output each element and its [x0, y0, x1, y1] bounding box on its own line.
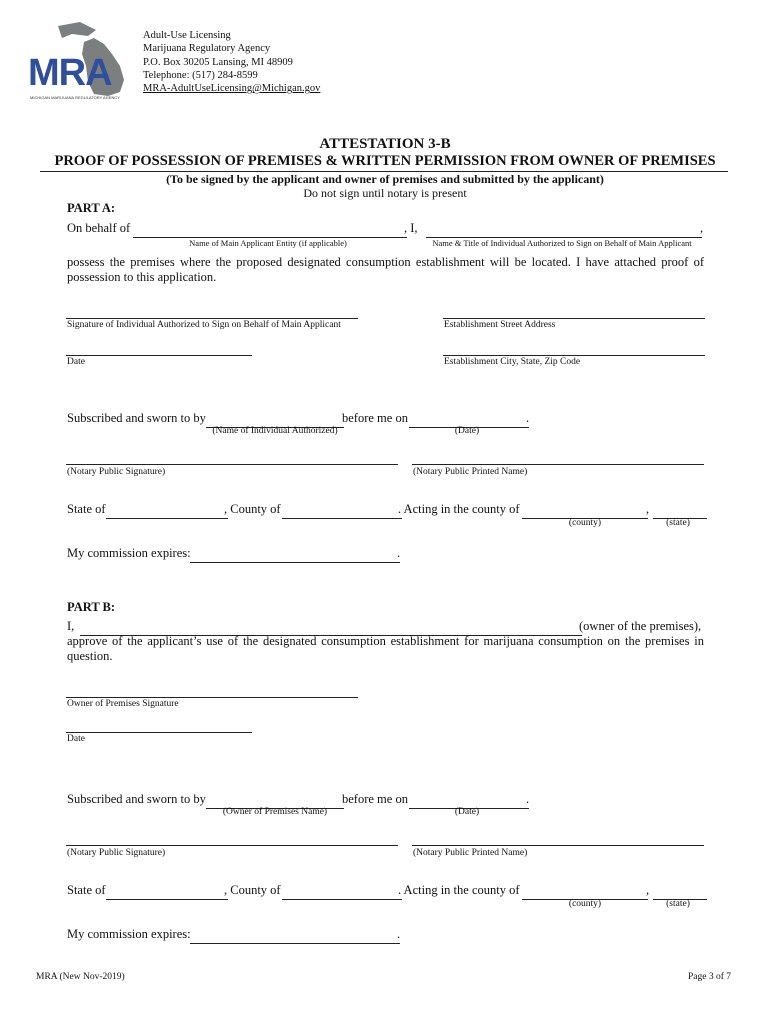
page-title: ATTESTATION 3-B	[319, 136, 451, 152]
state-input[interactable]	[106, 502, 228, 519]
address-line: Telephone: (517) 284-8599	[143, 69, 258, 81]
acting-state-input[interactable]	[653, 883, 707, 900]
possession-statement: possess the premises where the proposed designated consumption establishment will be located. I have attached proof of possession to this application.	[67, 255, 704, 284]
state-caption: (state)	[666, 518, 690, 528]
entity-caption: Name of Main Applicant Entity (if applicable)	[189, 238, 347, 248]
owner-of-premises-label: (owner of the premises),	[579, 619, 702, 633]
acting-label: . Acting in the county of	[398, 502, 520, 516]
notary-warning: Do not sign until notary is present	[303, 186, 467, 200]
approval-statement: approve of the applicant’s use of the designated consumption establishment for marijuana consumption on the premises in question.	[67, 634, 704, 663]
main-applicant-entity-input[interactable]	[133, 221, 407, 238]
notary-name-caption: (Notary Public Printed Name)	[413, 848, 528, 858]
acting-county-input[interactable]	[522, 502, 648, 519]
comma: ,	[646, 502, 650, 516]
period: .	[397, 927, 401, 941]
on-behalf-of-label: On behalf of	[67, 221, 131, 235]
commission-expires-input[interactable]	[190, 546, 400, 563]
agency-address	[143, 29, 320, 95]
commission-label: My commission expires:	[67, 546, 191, 560]
notary-signature-caption: (Notary Public Signature)	[67, 848, 166, 858]
date-paren-caption: (Date)	[454, 426, 480, 436]
before-me-on-label: before me on	[342, 792, 408, 806]
notary-signature-caption: (Notary Public Signature)	[67, 467, 166, 477]
period: .	[397, 546, 401, 560]
subscribed-label: Subscribed and sworn to by	[67, 411, 206, 425]
state-of-label: State of	[67, 502, 106, 516]
instruction-line: (To be signed by the applicant and owner of premises and submitted by the applicant)	[166, 172, 604, 186]
mra-logo	[28, 20, 132, 104]
i-label: I,	[67, 619, 75, 633]
commission-label: My commission expires:	[67, 927, 191, 941]
i-label: , I,	[404, 221, 418, 235]
state-of-label: State of	[67, 883, 106, 897]
county-of-label: , County of	[224, 883, 281, 897]
date-paren-caption: (Date)	[454, 807, 480, 817]
subscribed-label: Subscribed and sworn to by	[67, 792, 206, 806]
comma: ,	[646, 883, 650, 897]
state-caption: (state)	[666, 899, 690, 909]
acting-county-input[interactable]	[522, 883, 648, 900]
signature-caption: Signature of Individual Authorized to Sign on Behalf of Main Applicant	[67, 320, 341, 330]
address-line: Marijuana Regulatory Agency	[143, 43, 271, 55]
county-of-label: , County of	[224, 502, 281, 516]
page-subtitle: PROOF OF POSSESSION OF PREMISES & WRITTEN PERMISSION FROM OWNER OF PREMISES	[54, 153, 716, 169]
city-caption: Establishment City, State, Zip Code	[444, 357, 581, 367]
county-caption: (county)	[568, 899, 602, 909]
form-id: MRA (New Nov-2019)	[36, 972, 125, 982]
notary-name-caption: (Notary Public Printed Name)	[413, 467, 528, 477]
address-line: Adult-Use Licensing	[143, 30, 231, 41]
page-number: Page 3 of 7	[688, 972, 732, 982]
address-line: P.O. Box 30205 Lansing, MI 48909	[143, 56, 293, 68]
individual-name-title-input[interactable]	[426, 221, 702, 238]
county-input[interactable]	[282, 883, 402, 900]
street-caption: Establishment Street Address	[444, 320, 556, 330]
owner-signature-caption: Owner of Premises Signature	[67, 699, 179, 709]
acting-state-input[interactable]	[653, 502, 707, 519]
acting-label: . Acting in the county of	[398, 883, 520, 897]
part-a-heading: PART A:	[67, 201, 116, 215]
agency-email-link[interactable]: MRA-AdultUseLicensing@Michigan.gov	[143, 83, 321, 95]
date-caption: Date	[67, 734, 85, 744]
date-caption: Date	[67, 357, 85, 367]
name-caption: (Name of Individual Authorized)	[212, 426, 338, 436]
part-b-heading: PART B:	[67, 600, 116, 614]
owner-name-caption: (Owner of Premises Name)	[222, 807, 328, 817]
logo-caption: MICHIGAN MARIJUANA REGULATORY AGENCY	[30, 95, 120, 100]
period: .	[526, 411, 530, 425]
individual-caption: Name & Title of Individual Authorized to Sign on Behalf of Main Applicant	[432, 238, 692, 248]
county-caption: (county)	[568, 518, 602, 528]
state-input[interactable]	[106, 883, 228, 900]
before-me-on-label: before me on	[342, 411, 408, 425]
period: .	[526, 792, 530, 806]
trailing-comma: ,	[700, 221, 704, 235]
logo-text: MRA	[28, 52, 112, 94]
commission-expires-input[interactable]	[190, 927, 400, 944]
county-input[interactable]	[282, 502, 402, 519]
